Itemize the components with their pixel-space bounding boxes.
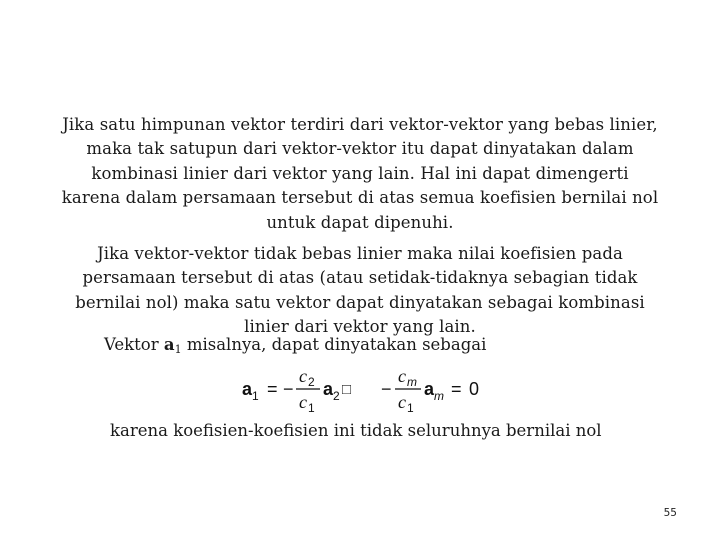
- page-number: 55: [663, 507, 677, 519]
- p3-lead-text: Vektor: [104, 335, 164, 354]
- formula-lhs-vector: a: [242, 379, 253, 399]
- formula-denominator-1: c: [299, 392, 307, 412]
- formula-equals-sign-2: =: [451, 379, 462, 399]
- formula-vector-a2: a: [323, 379, 334, 399]
- paragraph-vector-a1-expression: [104, 333, 486, 362]
- formula-denominator-2-subscript: 1: [407, 401, 414, 415]
- paragraph-coefficients-not-zero: karena koefisien-koefisien ini tidak seluruhnya bernilai nol: [110, 421, 602, 440]
- formula-denominator-2: c: [398, 392, 406, 412]
- formula-missing-glyph-box: □: [342, 381, 352, 398]
- paragraph-independent-vectors: Jika satu himpunan vektor terdiri dari vektor-vektor yang bebas linier, maka tak satupun dari vektor-vektor itu dapat dinyatakan dalam kombinasi linier dari vektor yang lain. Hal ini dapat dimengerti karena dalam persamaan tersebut di atas semua koefisien bernilai nol untuk dapat dipenuhi.: [61, 114, 659, 232]
- formula-rhs-zero: 0: [469, 379, 480, 399]
- formula-vector-am-subscript: m: [434, 389, 444, 403]
- formula-numerator-1-subscript: 2: [308, 375, 315, 389]
- p3-vector-subscript: 1: [174, 343, 182, 356]
- formula-denominator-1-subscript: 1: [308, 401, 315, 415]
- formula-minus-sign-1: −: [283, 379, 294, 399]
- p3-tail-text: misalnya, dapat dinyatakan sebagai: [181, 335, 487, 354]
- formula-numerator-2: c: [398, 366, 406, 386]
- formula-vector-a2-subscript: 2: [333, 389, 340, 403]
- p3-vector-symbol: a: [163, 335, 175, 354]
- formula-lhs-subscript: 1: [252, 389, 259, 403]
- formula-numerator-1: c: [299, 366, 307, 386]
- formula-vector-am: a: [424, 379, 435, 399]
- formula-numerator-2-subscript: m: [407, 375, 417, 389]
- paragraph-dependent-vectors: Jika vektor-vektor tidak bebas linier maka nilai koefisien pada persamaan tersebut di atas (atau setidak-tidaknya sebagian tidak bernilai nol) maka satu vektor dapat dinyatakan sebagai kombinasi linier dari vektor yang lain.: [75, 243, 645, 336]
- linear-combination-formula: [238, 362, 494, 418]
- formula-equals-sign: =: [267, 379, 278, 399]
- formula-minus-sign-2: −: [381, 379, 392, 399]
